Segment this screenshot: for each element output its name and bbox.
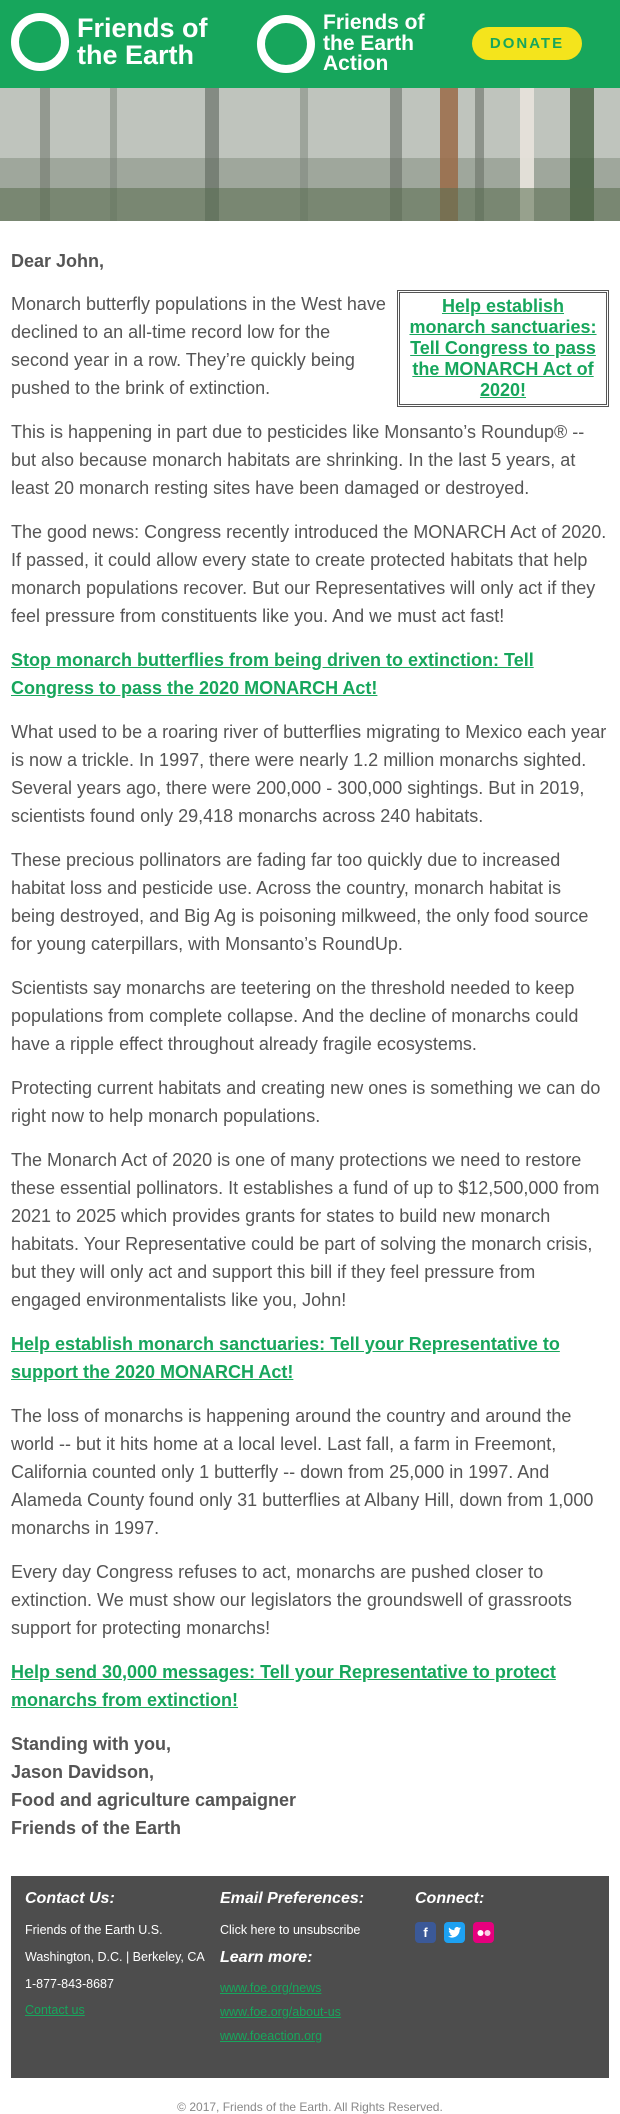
footer [11,1876,609,2078]
twitter-icon[interactable] [444,1922,465,1943]
cta-link-3[interactable]: Help send 30,000 messages: Tell your Representative to protect monarchs from extinction! [11,1662,556,1710]
paragraph-2: This is happening in part due to pesticides like Monsanto’s Roundup® -- but also because monarch habitats are shrinking. In the last 5 years, at least 20 monarch resting sites have been damaged or destroyed. [11,422,585,498]
paragraph-4: What used to be a roaring river of butterflies migrating to Mexico each year is now a trickle. In 1997, there were nearly 1.2 million monarchs sighted. Several years ago, there were 200,000 - 300,000 sightings. But in 2019, scientists found only 29,418 monarchs across 240 habitats. [11,722,607,826]
footer-address: Washington, D.C. | Berkeley, CA [25,1950,205,1964]
learn-more-heading: Learn more: [220,1949,313,1966]
connect-heading: Connect: [415,1890,485,1907]
earth-ring-icon [11,13,69,71]
foe-logo-line2: the Earth [77,40,195,70]
paragraph-6: Scientists say monarchs are teetering on the threshold needed to keep populations from complete collapse. And the decline of monarchs could have a ripple effect throughout already fragile ecosystems. [11,978,579,1054]
footer-preferences [220,1890,400,2053]
foe-action-logo-line2: the Earth [323,31,415,55]
foe-logo-text [77,15,208,69]
paragraph-1: Monarch butterfly populations in the West have declined to an all-time record low for the second year in a row. They’re quickly being pushed to the brink of extinction. [11,294,386,398]
flickr-icon[interactable] [473,1922,494,1943]
foe-action-logo-text [323,13,425,75]
paragraph-8: The Monarch Act of 2020 is one of many protections we need to restore these essential pollinators. It establishes a fund of up to $12,500,000 from 2021 to 2025 which provides grants for states to build new monarch habitats. Your Representative could be part of solving the monarch crisis, but they will only act and support this bill if they feel pressure from engaged environmentalists like you, John! [11,1150,600,1310]
foe-action-link[interactable]: www.foeaction.org [220,2029,323,2043]
email-preferences-heading: Email Preferences: [220,1890,365,1907]
facebook-icon[interactable]: f [415,1922,436,1943]
footer-connect [415,1890,585,1943]
signature [11,1730,609,1842]
foe-action-logo-line3: Action [323,52,389,76]
paragraph-10: Every day Congress refuses to act, monarchs are pushed closer to extinction. We must show our legislators the groundswell of grassroots support for protecting monarchs! [11,1562,572,1638]
letter-body [0,251,620,1842]
paragraph-5: These precious pollinators are fading far too quickly due to increased habitat loss and pesticide use. Across the country, monarch habitat is being destroyed, and Big Ag is poisoning milkweed, the only food source for young caterpillars, with Monsanto’s RoundUp. [11,850,589,954]
social-icons [415,1922,585,1943]
paragraph-9: The loss of monarchs is happening around the country and around the world -- but it hits home at a local level. Last fall, a farm in Freemont, California counted only 1 butterfly -- down from 25,000 in 1997. And Alameda County found only 31 butterflies at Albany Hill, down from 1,000 monarchs in 1997. [11,1406,594,1538]
forest-illustration [0,88,620,221]
paragraph-3: The good news: Congress recently introduced the MONARCH Act of 2020. If passed, it could allow every state to create protected habitats that help monarch populations recover. But our Representatives will only act if they feel pressure from constituents like you. And we must act fast! [11,522,607,626]
forest-hero-image [0,88,620,221]
greeting: Dear John, [11,251,105,271]
signer-name: Jason Davidson, [11,1762,155,1782]
sidebar-cta-link[interactable]: Help establish monarch sanctuaries: Tell Congress to pass the MONARCH Act of 2020! [409,296,597,400]
footer-contact [25,1890,205,2027]
foe-logo[interactable] [11,13,208,71]
email-header [0,0,620,88]
unsubscribe-link[interactable]: Click here to unsubscribe [220,1923,361,1937]
signoff-line: Standing with you, [11,1734,171,1754]
footer-org: Friends of the Earth U.S. [25,1923,163,1937]
donate-button[interactable]: DONATE [472,27,582,60]
earth-ring-icon [257,15,315,73]
cta-link-1[interactable]: Stop monarch butterflies from being driven to extinction: Tell Congress to pass the 2020 MONARCH Act! [11,650,534,698]
about-us-link[interactable]: www.foe.org/about-us [220,2005,341,2019]
foe-logo-line1: Friends of [77,13,208,43]
footer-phone: 1-877-843-8687 [25,1977,114,1991]
news-link[interactable]: www.foe.org/news [220,1981,322,1995]
contact-heading: Contact Us: [25,1890,115,1907]
contact-us-link[interactable]: Contact us [25,2003,85,2017]
foe-action-logo[interactable] [257,13,425,75]
sidebar-callout [397,290,609,407]
foe-action-logo-line1: Friends of [323,11,425,34]
cta-link-2[interactable]: Help establish monarch sanctuaries: Tell your Representative to support the 2020 MONARCH Act! [11,1334,560,1382]
signer-org: Friends of the Earth [11,1818,182,1838]
copyright: © 2017, Friends of the Earth. All Rights Reserved. [177,2100,443,2114]
paragraph-7: Protecting current habitats and creating new ones is something we can do right now to help monarch populations. [11,1078,601,1126]
signer-title: Food and agriculture campaigner [11,1790,297,1810]
